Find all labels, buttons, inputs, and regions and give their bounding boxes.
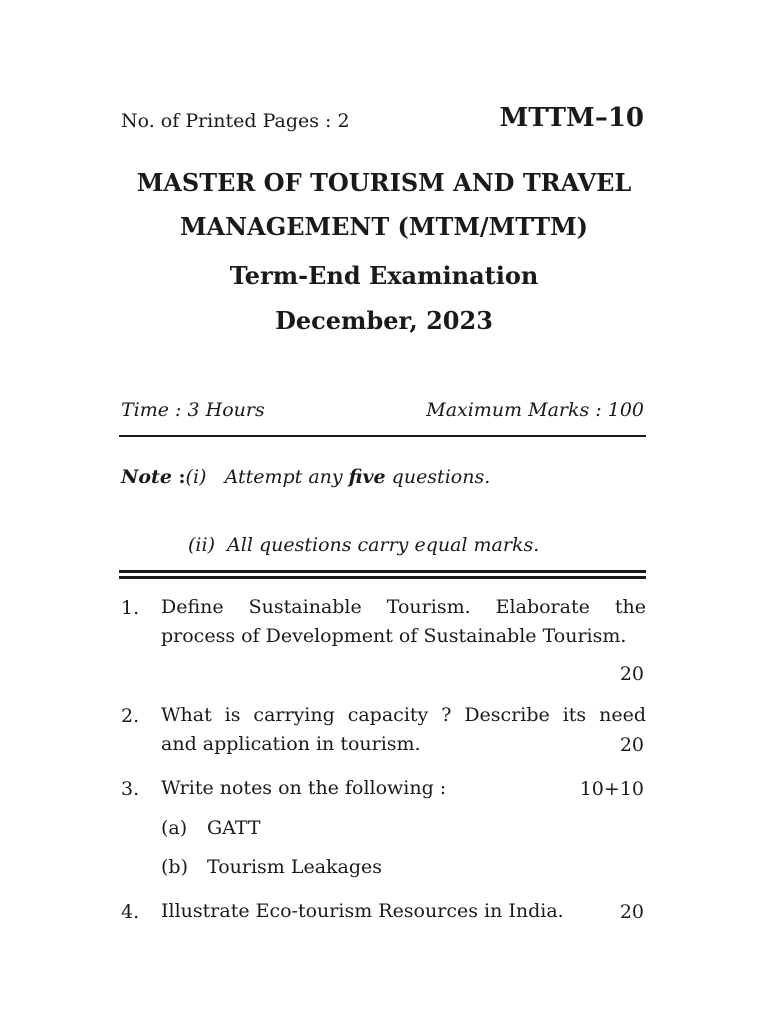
question-marks: 20 <box>619 734 644 756</box>
question-number: 3. <box>121 778 140 800</box>
sub-question-label: (a) <box>161 817 188 839</box>
sub-question-text: Tourism Leakages <box>207 856 383 878</box>
note-label: Note <box>121 466 172 488</box>
note-i-emphasis: five <box>348 466 386 488</box>
question-number: 2. <box>121 705 140 727</box>
sub-question-label: (b) <box>161 856 188 878</box>
question-marks: 10+10 <box>579 778 644 800</box>
question-number: 1. <box>121 597 140 619</box>
question-text: Illustrate Eco-tourism Resources in India. <box>161 900 564 922</box>
divider-rule <box>119 435 646 437</box>
double-rule-top <box>119 570 646 573</box>
note-line-1 <box>121 466 490 488</box>
question-text-line-1: Define Sustainable Tourism. Elaborate the <box>161 596 646 618</box>
question-marks: 20 <box>619 663 644 685</box>
course-code: MTTM–10 <box>499 103 644 133</box>
exam-name: Term-End Examination <box>229 261 539 290</box>
exam-date: December, 2023 <box>275 306 493 335</box>
maximum-marks: Maximum Marks : 100 <box>426 399 644 421</box>
printed-pages-count: No. of Printed Pages : 2 <box>121 110 350 132</box>
note-i-prefix: (i) Attempt any <box>185 466 349 488</box>
question-text-line-2: and application in tourism. <box>161 733 421 755</box>
sub-question-text: GATT <box>207 817 261 839</box>
note-i-suffix: questions. <box>385 466 491 488</box>
programme-title-line-1: MASTER OF TOURISM AND TRAVEL <box>136 168 632 197</box>
programme-title-line-2: MANAGEMENT (MTM/MTTM) <box>179 212 588 241</box>
question-marks: 20 <box>619 901 644 923</box>
question-text-line-2: process of Development of Sustainable Tourism. <box>161 625 627 647</box>
note-line-2: (ii) All questions carry equal marks. <box>188 534 540 556</box>
exam-time: Time : 3 Hours <box>121 399 265 421</box>
question-text-line-1: What is carrying capacity ? Describe its need <box>161 704 646 726</box>
question-number: 4. <box>121 901 140 923</box>
question-text: Write notes on the following : <box>161 777 447 799</box>
note-colon: : <box>171 466 186 488</box>
double-rule-bottom <box>119 576 646 579</box>
